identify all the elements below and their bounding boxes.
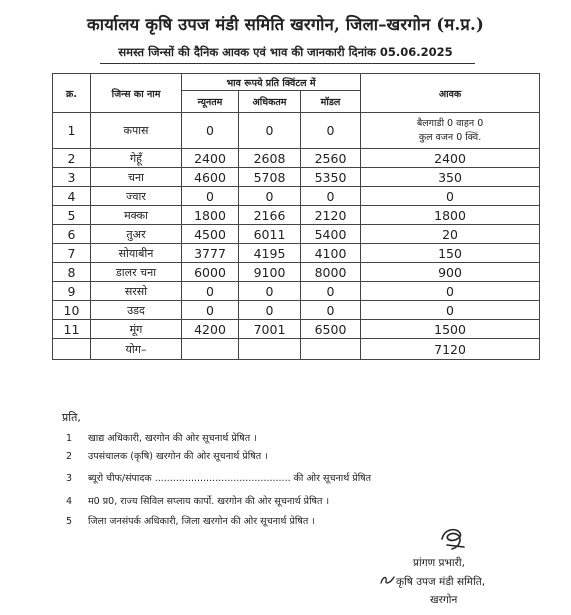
- cell-modal: 5350: [301, 168, 361, 187]
- arrival-vehicles: बैलगाडी 0 वाहन 0: [416, 117, 484, 129]
- cell-modal: 2560: [301, 149, 361, 168]
- rates-table: [52, 73, 540, 360]
- cell-max: 6011: [239, 225, 301, 244]
- cell-modal: 0: [301, 301, 361, 320]
- table-row: [53, 263, 540, 282]
- cell-commodity: ज्वार: [91, 187, 182, 206]
- cell-max: 0: [239, 301, 301, 320]
- cell-min: 0: [182, 187, 239, 206]
- distribution-item: [66, 449, 268, 462]
- distribution-item-number: 5: [66, 516, 73, 527]
- cell-max: 7001: [239, 320, 301, 339]
- table-row: [53, 225, 540, 244]
- cell-sno: 9: [53, 282, 91, 301]
- cell-min: 4200: [182, 320, 239, 339]
- cell-arrival: 0: [361, 282, 540, 301]
- distribution-item-number: 4: [66, 496, 73, 507]
- cell-commodity: गेहूँ: [91, 149, 182, 168]
- table-header-row: [53, 74, 540, 91]
- cell-min: 4500: [182, 225, 239, 244]
- cell-modal: 5400: [301, 225, 361, 244]
- cell-min: 2400: [182, 149, 239, 168]
- cell-modal: 8000: [301, 263, 361, 282]
- cell-empty: [182, 339, 239, 360]
- col-header-max: अधिकतम: [239, 91, 301, 113]
- cell-min: 4600: [182, 168, 239, 187]
- cell-commodity: कपास: [91, 113, 182, 149]
- cell-empty: [239, 339, 301, 360]
- cell-max: 0: [239, 113, 301, 149]
- distribution-item-text: म0 प्र0, राज्य सिविल सप्लाय कार्पो. खरगोन की ओर सूचनार्थ प्रेषित ।: [88, 496, 330, 507]
- cell-sno: 10: [53, 301, 91, 320]
- table-row: [53, 282, 540, 301]
- distribution-item-number: 3: [66, 473, 73, 484]
- cell-min: 0: [182, 301, 239, 320]
- cell-arrival: [361, 113, 540, 149]
- cell-modal: 0: [301, 113, 361, 149]
- cell-min: 3777: [182, 244, 239, 263]
- cell-min: 1800: [182, 206, 239, 225]
- cell-modal: 2120: [301, 206, 361, 225]
- cell-min: 0: [182, 282, 239, 301]
- cell-sno: 11: [53, 320, 91, 339]
- cell-sno: 1: [53, 113, 91, 149]
- cell-max: 5708: [239, 168, 301, 187]
- distribution-item-number: 1: [66, 433, 73, 444]
- distribution-item-number: 2: [66, 451, 73, 462]
- cell-sno: 7: [53, 244, 91, 263]
- cell-modal: 0: [301, 282, 361, 301]
- cell-commodity: सोयाबीन: [91, 244, 182, 263]
- cell-arrival: 20: [361, 225, 540, 244]
- signatory-office: [380, 574, 485, 589]
- cell-sno: 3: [53, 168, 91, 187]
- table-row: [53, 168, 540, 187]
- cell-sno: 8: [53, 263, 91, 282]
- distribution-item-text: उपसंचालक (कृषि) खरगोन की ओर सूचनार्थ प्रेषित ।: [88, 451, 268, 462]
- cell-commodity: तुअर: [91, 225, 182, 244]
- table-row: [53, 113, 540, 149]
- distribution-item: [66, 514, 315, 527]
- cell-arrival: 0: [361, 187, 540, 206]
- cell-max: 0: [239, 282, 301, 301]
- cell-empty: [301, 339, 361, 360]
- table-total-row: [53, 339, 540, 360]
- cell-arrival: 350: [361, 168, 540, 187]
- subtitle-underline: [100, 63, 475, 64]
- cell-min: 0: [182, 113, 239, 149]
- distribution-heading: प्रति,: [62, 411, 81, 424]
- cell-max: 9100: [239, 263, 301, 282]
- cell-commodity: सरसो: [91, 282, 182, 301]
- office-title: कार्यालय कृषि उपज मंडी समिति खरगोन, जिला–खरगोन (म.प्र.): [87, 15, 484, 34]
- cell-max: 2608: [239, 149, 301, 168]
- distribution-item: [66, 471, 371, 484]
- cell-min: 6000: [182, 263, 239, 282]
- cell-arrival: 1800: [361, 206, 540, 225]
- cell-arrival: 0: [361, 301, 540, 320]
- signatory-office-text: कृषि उपज मंडी समिति,: [396, 576, 486, 588]
- cell-sno: 6: [53, 225, 91, 244]
- table-row: [53, 187, 540, 206]
- distribution-item-text: जिला जनसंपर्क अधिकारी, जिला खरगोन की ओर सूचनार्थ प्रेषित ।: [88, 516, 315, 527]
- total-label: योग–: [91, 339, 182, 360]
- distribution-item-text: खाद्य अधिकारी, खरगोन की ओर सूचनार्थ प्रेषित ।: [88, 433, 257, 444]
- cell-arrival: 2400: [361, 149, 540, 168]
- cell-commodity: डालर चना: [91, 263, 182, 282]
- cell-arrival: 150: [361, 244, 540, 263]
- table-row: [53, 149, 540, 168]
- distribution-item: [66, 494, 329, 507]
- col-header-arrival: आवक: [361, 74, 540, 113]
- col-header-sno: क्र.: [53, 74, 91, 113]
- distribution-item: [66, 431, 257, 444]
- cell-modal: 6500: [301, 320, 361, 339]
- table-row: [53, 301, 540, 320]
- total-arrival: 7120: [361, 339, 540, 360]
- cell-modal: 4100: [301, 244, 361, 263]
- table-row: [53, 320, 540, 339]
- col-header-commodity: जिन्स का नाम: [91, 74, 182, 113]
- cell-sno: 5: [53, 206, 91, 225]
- col-header-price-group: भाव रूपये प्रति क्विंटल में: [182, 74, 361, 91]
- cell-max: 4195: [239, 244, 301, 263]
- report-subtitle: समस्त जिन्सों की दैनिक आवक एवं भाव की जानकारी दिनांक 05.06.2025: [118, 45, 453, 59]
- signature-mark: [438, 525, 468, 553]
- initials-mark: [380, 574, 396, 586]
- cell-sno: 2: [53, 149, 91, 168]
- distribution-item-text: ब्यूरो चीफ/संपादक ............................................. की ओर सूचनार्थ प्रेषित: [88, 473, 372, 484]
- cell-empty: [53, 339, 91, 360]
- table-row: [53, 244, 540, 263]
- cell-arrival: 900: [361, 263, 540, 282]
- signatory-designation: प्रांगण प्रभारी,: [413, 557, 465, 569]
- cell-max: 0: [239, 187, 301, 206]
- signatory-place: खरगोन: [430, 594, 458, 606]
- cell-modal: 0: [301, 187, 361, 206]
- cell-max: 2166: [239, 206, 301, 225]
- cell-commodity: मूंग: [91, 320, 182, 339]
- cell-sno: 4: [53, 187, 91, 206]
- table-row: [53, 206, 540, 225]
- cell-commodity: चना: [91, 168, 182, 187]
- cell-arrival: 1500: [361, 320, 540, 339]
- cell-commodity: मक्का: [91, 206, 182, 225]
- arrival-weight: कुल वजन 0 क्विं.: [418, 131, 482, 143]
- col-header-min: न्यूनतम: [182, 91, 239, 113]
- col-header-modal: मॉडल: [301, 91, 361, 113]
- cell-commodity: उडद: [91, 301, 182, 320]
